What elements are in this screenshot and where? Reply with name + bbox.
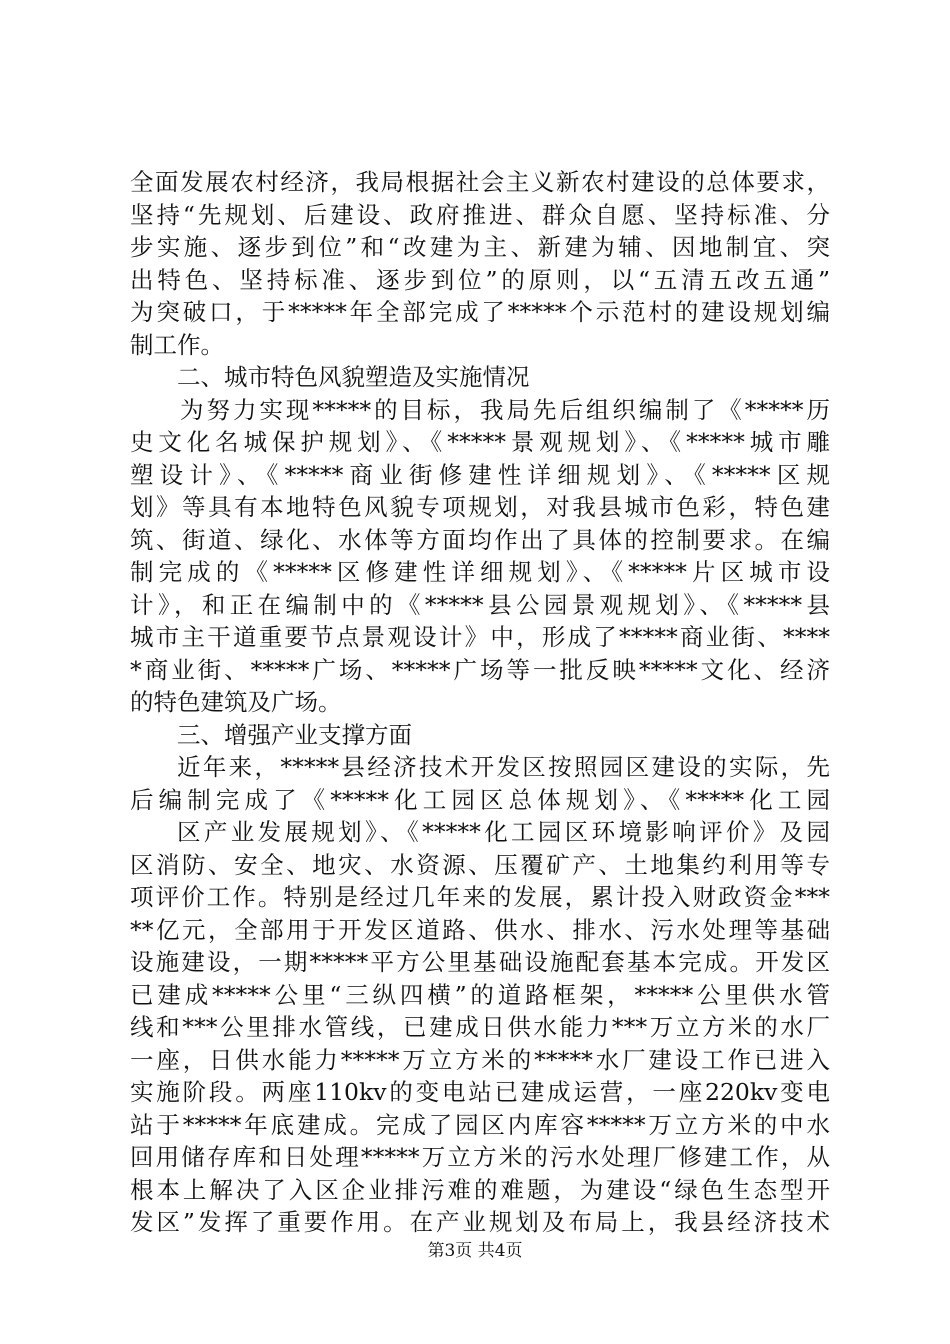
text-line: 城市主干道重要节点景观设计》中，形成了*****商业街、**** bbox=[130, 623, 830, 651]
text-line: 根本上解决了入区企业排污难的难题，为建设“绿色生态型开 bbox=[130, 1175, 830, 1204]
text-line: 为努力实现*****的目标，我局先后组织编制了《*****历 bbox=[180, 395, 830, 424]
text-line: 线和***公里排水管线，已建成日供水能力***万立方米的水厂 bbox=[130, 1013, 830, 1041]
text-line: 制工作。 bbox=[130, 330, 224, 359]
text-line: 制完成的《*****区修建性详细规划》、《*****片区城市设 bbox=[130, 558, 830, 586]
text-line: 近年来，*****县经济技术开发区按照园区建设的实际，先 bbox=[177, 753, 830, 781]
text-line: 的特色建筑及广场。 bbox=[130, 688, 342, 716]
text-line: 塑设计》、《*****商业街修建性详细规划》、《*****区规 bbox=[130, 460, 830, 489]
text-line: 史文化名城保护规划》、《*****景观规划》、《*****城市雕 bbox=[130, 428, 830, 456]
text-line: 实施阶段。两座110kv的变电站已建成运营，一座220kv变电 bbox=[130, 1078, 830, 1106]
document-body bbox=[130, 166, 830, 1239]
text-line: **亿元，全部用于开发区道路、供水、排水、污水处理等基础 bbox=[130, 915, 830, 944]
text-line: 出特色、坚持标准、逐步到位”的原则，以“五清五改五通” bbox=[130, 265, 830, 294]
text-line: 已建成*****公里“三纵四横”的道路框架，*****公里供水管 bbox=[130, 980, 830, 1009]
text-line: 步实施、逐步到位”和“改建为主、新建为辅、因地制宜、突 bbox=[130, 233, 830, 261]
text-line: 全面发展农村经济，我局根据社会主义新农村建设的总体要求， bbox=[130, 168, 830, 196]
text-line: 发区”发挥了重要作用。在产业规划及布局上，我县经济技术 bbox=[130, 1208, 830, 1236]
section-heading: 三、增强产业支撑方面 bbox=[177, 720, 412, 749]
text-line: 为突破口，于*****年全部完成了*****个示范村的建设规划编 bbox=[130, 298, 830, 326]
text-line: 计》，和正在编制中的《*****县公园景观规划》、《*****县 bbox=[130, 590, 830, 619]
text-line: 划》等具有本地特色风貌专项规划，对我县城市色彩，特色建 bbox=[130, 493, 830, 521]
text-line: 后编制完成了《*****化工园区总体规划》、《*****化工园 bbox=[130, 785, 830, 814]
text-line: *商业街、*****广场、*****广场等一批反映*****文化、经济 bbox=[130, 655, 830, 684]
text-line: 区产业发展规划》、《*****化工园区环境影响评价》及园 bbox=[177, 818, 830, 846]
page-number-footer: 第3页 共4页 bbox=[427, 1241, 523, 1261]
text-line: 区消防、安全、地灾、水资源、压覆矿产、土地集约利用等专 bbox=[130, 850, 830, 879]
text-line: 一座，日供水能力*****万立方米的*****水厂建设工作已进入 bbox=[130, 1045, 830, 1074]
section-heading: 二、城市特色风貌塑造及实施情况 bbox=[177, 363, 530, 391]
text-line: 设施建设，一期*****平方公里基础设施配套基本完成。开发区 bbox=[130, 948, 830, 976]
text-line: 项评价工作。特别是经过几年来的发展，累计投入财政资金*** bbox=[130, 883, 830, 911]
text-line: 回用储存库和日处理*****万立方米的污水处理厂修建工作，从 bbox=[130, 1143, 830, 1171]
text-line: 坚持“先规划、后建设、政府推进、群众自愿、坚持标准、分 bbox=[130, 200, 830, 229]
text-line: 筑、街道、绿化、水体等方面均作出了具体的控制要求。在编 bbox=[130, 525, 830, 554]
text-line: 站于*****年底建成。完成了园区内库容*****万立方米的中水 bbox=[130, 1110, 830, 1139]
